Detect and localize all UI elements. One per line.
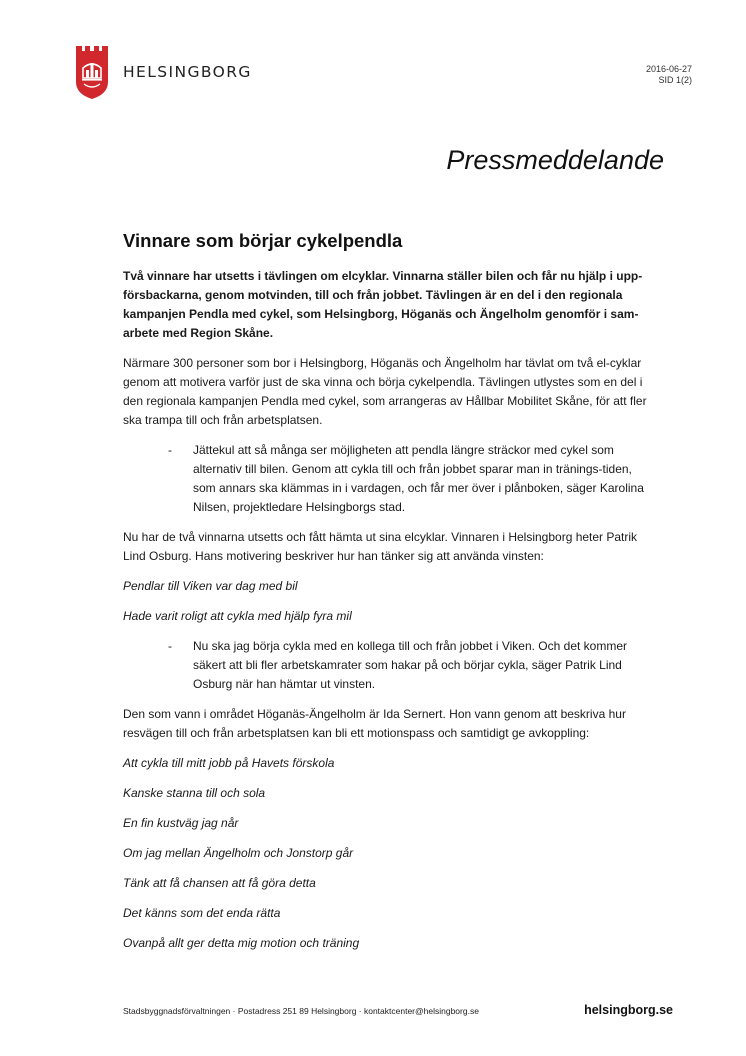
document-date: 2016-06-27 xyxy=(645,64,692,74)
body-paragraph-1: Närmare 300 personer som bor i Helsingborg, Höganäs och Ängelholm har tävlat om två el-cyklar genom att motivera varför just de ska vinna och börja cykelpendla. Tävlingen utlystes som en del i den regionala kampanjen Pendla med cykel, som arrangeras av Hållbar Mobilitet Skåne, för att fler ska trampa till och från arbetsplatsen. xyxy=(123,356,647,427)
poem-line: Kanske stanna till och sola xyxy=(123,786,266,800)
body-paragraph-2: Nu har de två vinnarna utsetts och fått hämta ut sina elcyklar. Vinnaren i Helsingborg heter Patrik Lind Osburg. Hans motivering beskriver hur han tänker sig att använda vinsten: xyxy=(123,530,638,563)
quote-dash: - xyxy=(168,639,172,653)
quote-text: Jättekul att så många ser möjligheten att pendla längre sträckor med cykel som alternativ till bilen. Genom att cykla till och från jobbet sparar man in tränings-tiden, som annars ska klämmas in i vardagen, och får mer över i plånboken, säger Karolina Nilsen, projektledare Helsingborgs stad. xyxy=(193,443,644,514)
brand-name: HELSINGBORG xyxy=(123,63,252,81)
footer-website-link[interactable]: helsingborg.se xyxy=(584,1003,673,1017)
quote-karolina xyxy=(123,441,653,517)
poem-line: Det känns som det enda rätta xyxy=(123,906,281,920)
poem-line: Om jag mellan Ängelholm och Jonstorp går xyxy=(123,846,354,860)
document-type: Pressmeddelande xyxy=(446,145,664,175)
footer-contact: Stadsbyggnadsförvaltningen · Postadress 251 89 Helsingborg · kontaktcenter@helsingborg.se xyxy=(123,1006,479,1016)
poem-line: Att cykla till mitt jobb på Havets förskola xyxy=(123,756,335,770)
quote-patrik xyxy=(123,637,653,694)
motivation-line: Hade varit roligt att cykla med hjälp fyra mil xyxy=(123,609,352,623)
helsingborg-crest-icon xyxy=(74,44,110,100)
article-body xyxy=(123,230,653,964)
page-number: SID 1(2) xyxy=(658,75,692,85)
poem-line: Ovanpå allt ger detta mig motion och träning xyxy=(123,936,360,950)
document-meta xyxy=(646,64,692,86)
quote-text: Nu ska jag börja cykla med en kollega till och från jobbet i Viken. Och det kommer säkert att bli fler arbetskamrater som hakar på och börjar cykla, säger Patrik Lind Osburg när han hämtar ut vinsten. xyxy=(193,639,627,691)
motivation-line: Pendlar till Viken var dag med bil xyxy=(123,579,298,593)
article-headline: Vinnare som börjar cykelpendla xyxy=(123,230,403,251)
poem-line: En fin kustväg jag når xyxy=(123,816,239,830)
quote-dash: - xyxy=(168,443,172,457)
poem-line: Tänk att få chansen att få göra detta xyxy=(123,876,316,890)
body-paragraph-3: Den som vann i området Höganäs-Ängelholm är Ida Sernert. Hon vann genom att beskriva hur resvägen till och från arbetsplatsen kan bli ett motionspass och samtidigt ge avkoppling: xyxy=(123,707,626,740)
lead-paragraph: Två vinnare har utsetts i tävlingen om elcyklar. Vinnarna ställer bilen och får nu hjälp i upp-försbackarna, genom motvinden, till och från jobbet. Tävlingen är en del i den regionala kampanjen Pendla med cykel, som Helsingborg, Höganäs och Ängelholm genomför i sam-arbete med Region Skåne. xyxy=(123,269,643,340)
